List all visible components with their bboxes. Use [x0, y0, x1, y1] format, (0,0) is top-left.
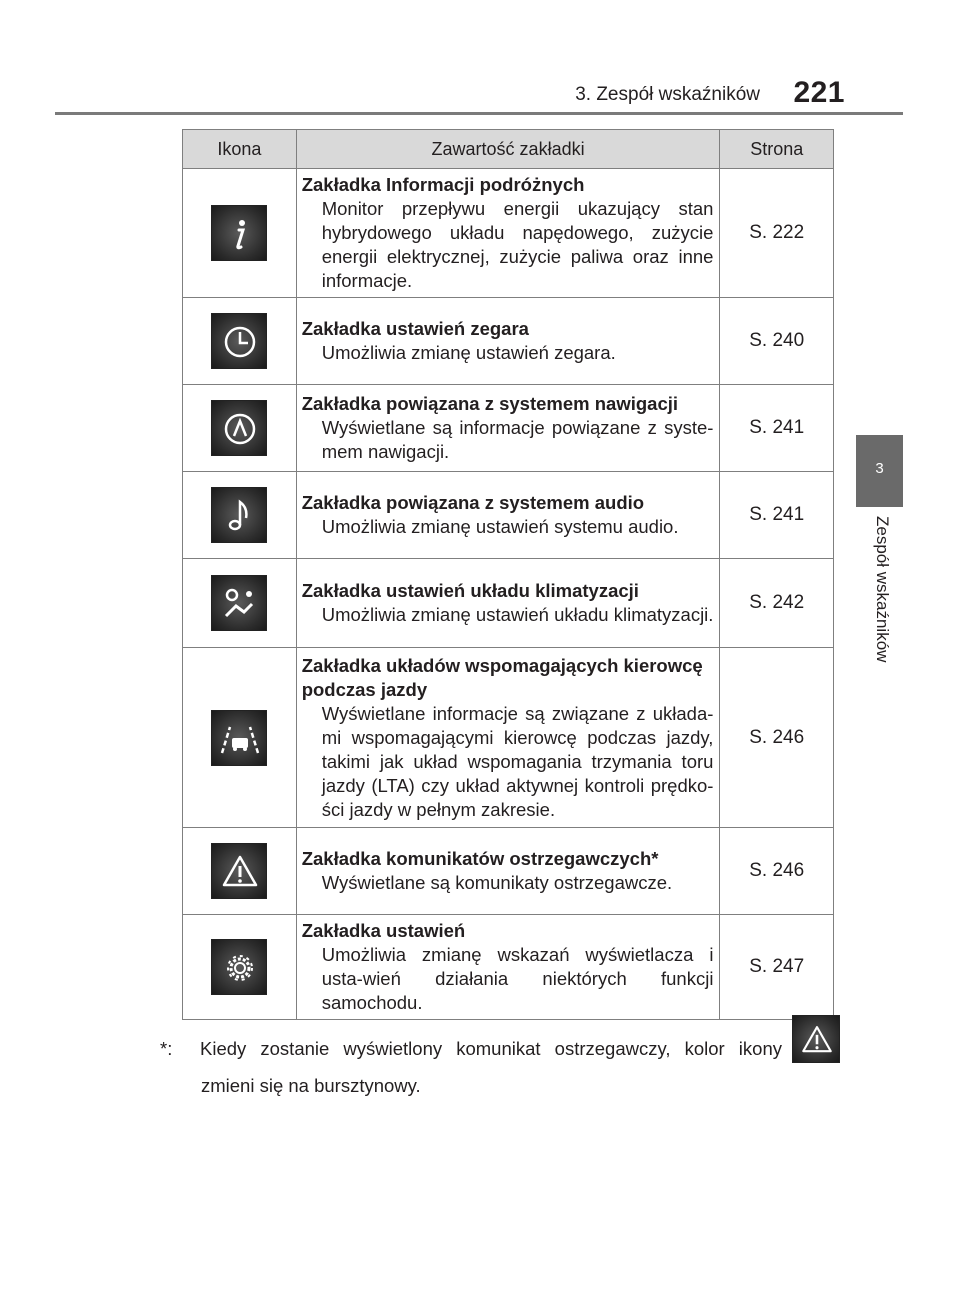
header-icon: Ikona [183, 130, 297, 169]
table-row [183, 169, 834, 298]
row-description: Umożliwia zmianę ustawień układu klimatyzacji. [321, 604, 714, 625]
page-header [0, 0, 960, 120]
table-row [183, 385, 834, 472]
climate-icon [211, 575, 267, 631]
section-title: 3. Zespół wskaźników [575, 84, 760, 105]
page-ref: S. 246 [720, 648, 834, 828]
row-title: Zakładka układów wspomagających kierowcę podczas jazdy [301, 654, 703, 700]
page-ref: S. 241 [720, 385, 834, 472]
table-row [183, 298, 834, 385]
table-row [183, 559, 834, 648]
clock-icon [211, 313, 267, 369]
row-description: Umożliwia zmianę wskazań wyświetlacza i usta-wień działania niektórych funkcji samochodu. [321, 944, 714, 1013]
header-divider [55, 112, 903, 115]
warning-icon [792, 1015, 840, 1063]
navigation-icon [211, 400, 267, 456]
gear-icon [211, 939, 267, 995]
page-ref: S. 240 [720, 298, 834, 385]
page-number: 221 [793, 76, 845, 109]
row-title: Zakładka ustawień zegara [301, 318, 529, 339]
row-title: Zakładka powiązana z systemem nawigacji [301, 393, 679, 414]
footnote-text: Kiedy zostanie wyświetlony komunikat ostrzegawczy, kolor ikony [200, 1038, 782, 1059]
row-description: Wyświetlane są komunikaty ostrzegawcze. [321, 872, 673, 893]
row-description: Umożliwia zmianę ustawień systemu audio. [321, 516, 679, 537]
table-header-row [183, 130, 834, 169]
row-title: Zakładka ustawień układu klimatyzacji [301, 580, 639, 601]
row-title: Zakładka Informacji podróżnych [301, 174, 585, 195]
row-description: Monitor przepływu energii ukazujący stan hybrydowego układu napędowego, zużycie energii elektrycznej, zużycie paliwa oraz inne informacje. [321, 198, 714, 291]
chapter-label: Zespół wskaźników [873, 516, 892, 663]
page-ref: S. 246 [720, 828, 834, 915]
chapter-tab [856, 435, 903, 507]
row-title: Zakładka ustawień [301, 920, 466, 941]
music-note-icon [211, 487, 267, 543]
footnote-mark: *: [160, 1038, 173, 1059]
chapter-number: 3 [875, 460, 884, 477]
page-ref: S. 241 [720, 472, 834, 559]
page-ref: S. 247 [720, 915, 834, 1020]
table-row [183, 648, 834, 828]
page-ref: S. 222 [720, 169, 834, 298]
info-icon [211, 205, 267, 261]
row-title: Zakładka komunikatów ostrzegawczych* [301, 848, 659, 869]
footnote [160, 1025, 840, 1099]
driver-assist-icon [211, 710, 267, 766]
table-row [183, 915, 834, 1020]
page-ref: S. 242 [720, 559, 834, 648]
table-row [183, 472, 834, 559]
header-content: Zawartość zakładki [296, 130, 720, 169]
warning-icon [211, 843, 267, 899]
tabs-table [182, 129, 834, 1020]
table-row [183, 828, 834, 915]
row-title: Zakładka powiązana z systemem audio [301, 492, 645, 513]
row-description: Wyświetlane informacje są związane z układa-mi wspomagającymi kierowcę podczas jazdy, takimi jak układ wspomagania trzymania toru jazdy (LTA) czy układ aktywnej kontroli prędko-ści jazdy w pełnym zakresie. [321, 702, 714, 820]
row-description: Wyświetlane są informacje powiązane z syste-mem nawigacji. [321, 417, 714, 462]
row-description: Umożliwia zmianę ustawień zegara. [321, 342, 616, 363]
header-page: Strona [720, 130, 834, 169]
footnote-continuation: zmieni się na bursztynowy. [201, 1075, 421, 1096]
